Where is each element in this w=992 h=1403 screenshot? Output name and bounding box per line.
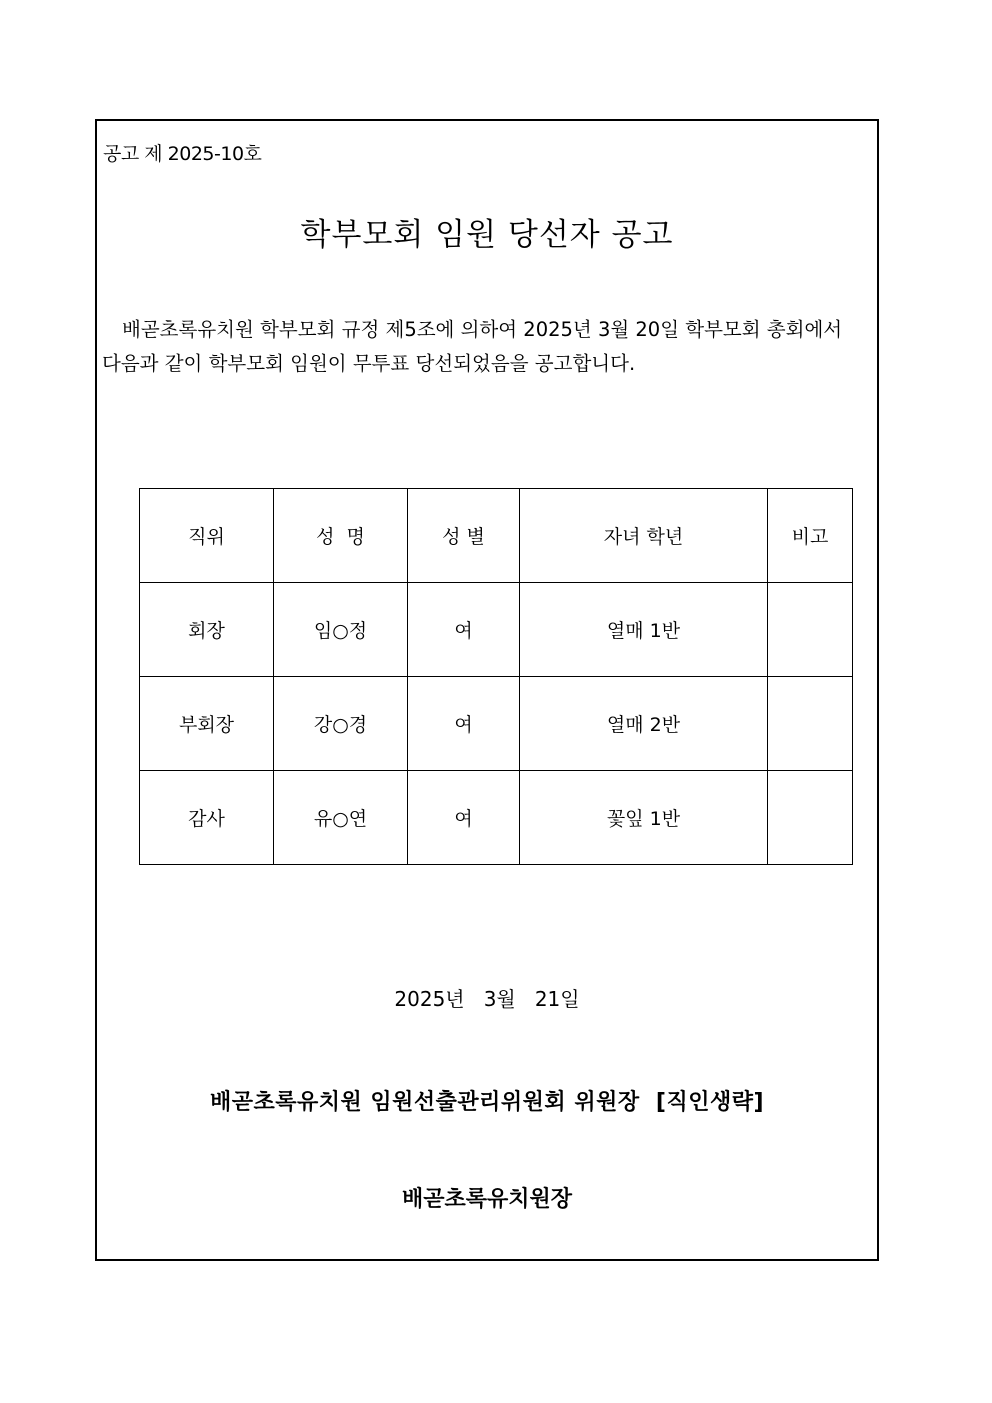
header-name: 성 명 [274,489,408,583]
cell-remarks [768,771,853,865]
header-gender: 성 별 [408,489,520,583]
cell-name: 유○연 [274,771,408,865]
principal-signature: 배곧초록유치원장 [401,1187,573,1212]
cell-gender: 여 [408,677,520,771]
cell-position: 회장 [140,583,274,677]
cell-child-class: 열매 1반 [520,583,768,677]
notice-body-line-1: 배곧초록유치원 학부모회 규정 제5조에 의하여 2025년 3월 20일 학부모회 총회에서 [122,318,843,341]
cell-name: 임○정 [274,583,408,677]
cell-name: 강○경 [274,677,408,771]
notice-date: 2025년 3월 21일 [394,987,580,1011]
cell-gender: 여 [408,771,520,865]
table-header-row [140,489,853,583]
notice-frame [95,119,879,1261]
cell-position: 부회장 [140,677,274,771]
table-row [140,771,853,865]
table-row [140,677,853,771]
committee-signature: 배곧초록유치원 임원선출관리위원회 위원장 [직인생략] [209,1090,765,1115]
cell-child-class: 열매 2반 [520,677,768,771]
table-row [140,583,853,677]
cell-remarks [768,583,853,677]
officer-table [139,488,853,865]
cell-gender: 여 [408,583,520,677]
notice-number: 공고 제 2025-10호 [103,143,262,165]
header-remarks: 비고 [768,489,853,583]
cell-remarks [768,677,853,771]
header-position: 직위 [140,489,274,583]
cell-child-class: 꽃잎 1반 [520,771,768,865]
cell-position: 감사 [140,771,274,865]
notice-title: 학부모회 임원 당선자 공고 [300,217,674,253]
notice-body-line-2: 다음과 같이 학부모회 임원이 무투표 당선되었음을 공고합니다. [102,352,636,375]
header-child-class: 자녀 학년 [520,489,768,583]
